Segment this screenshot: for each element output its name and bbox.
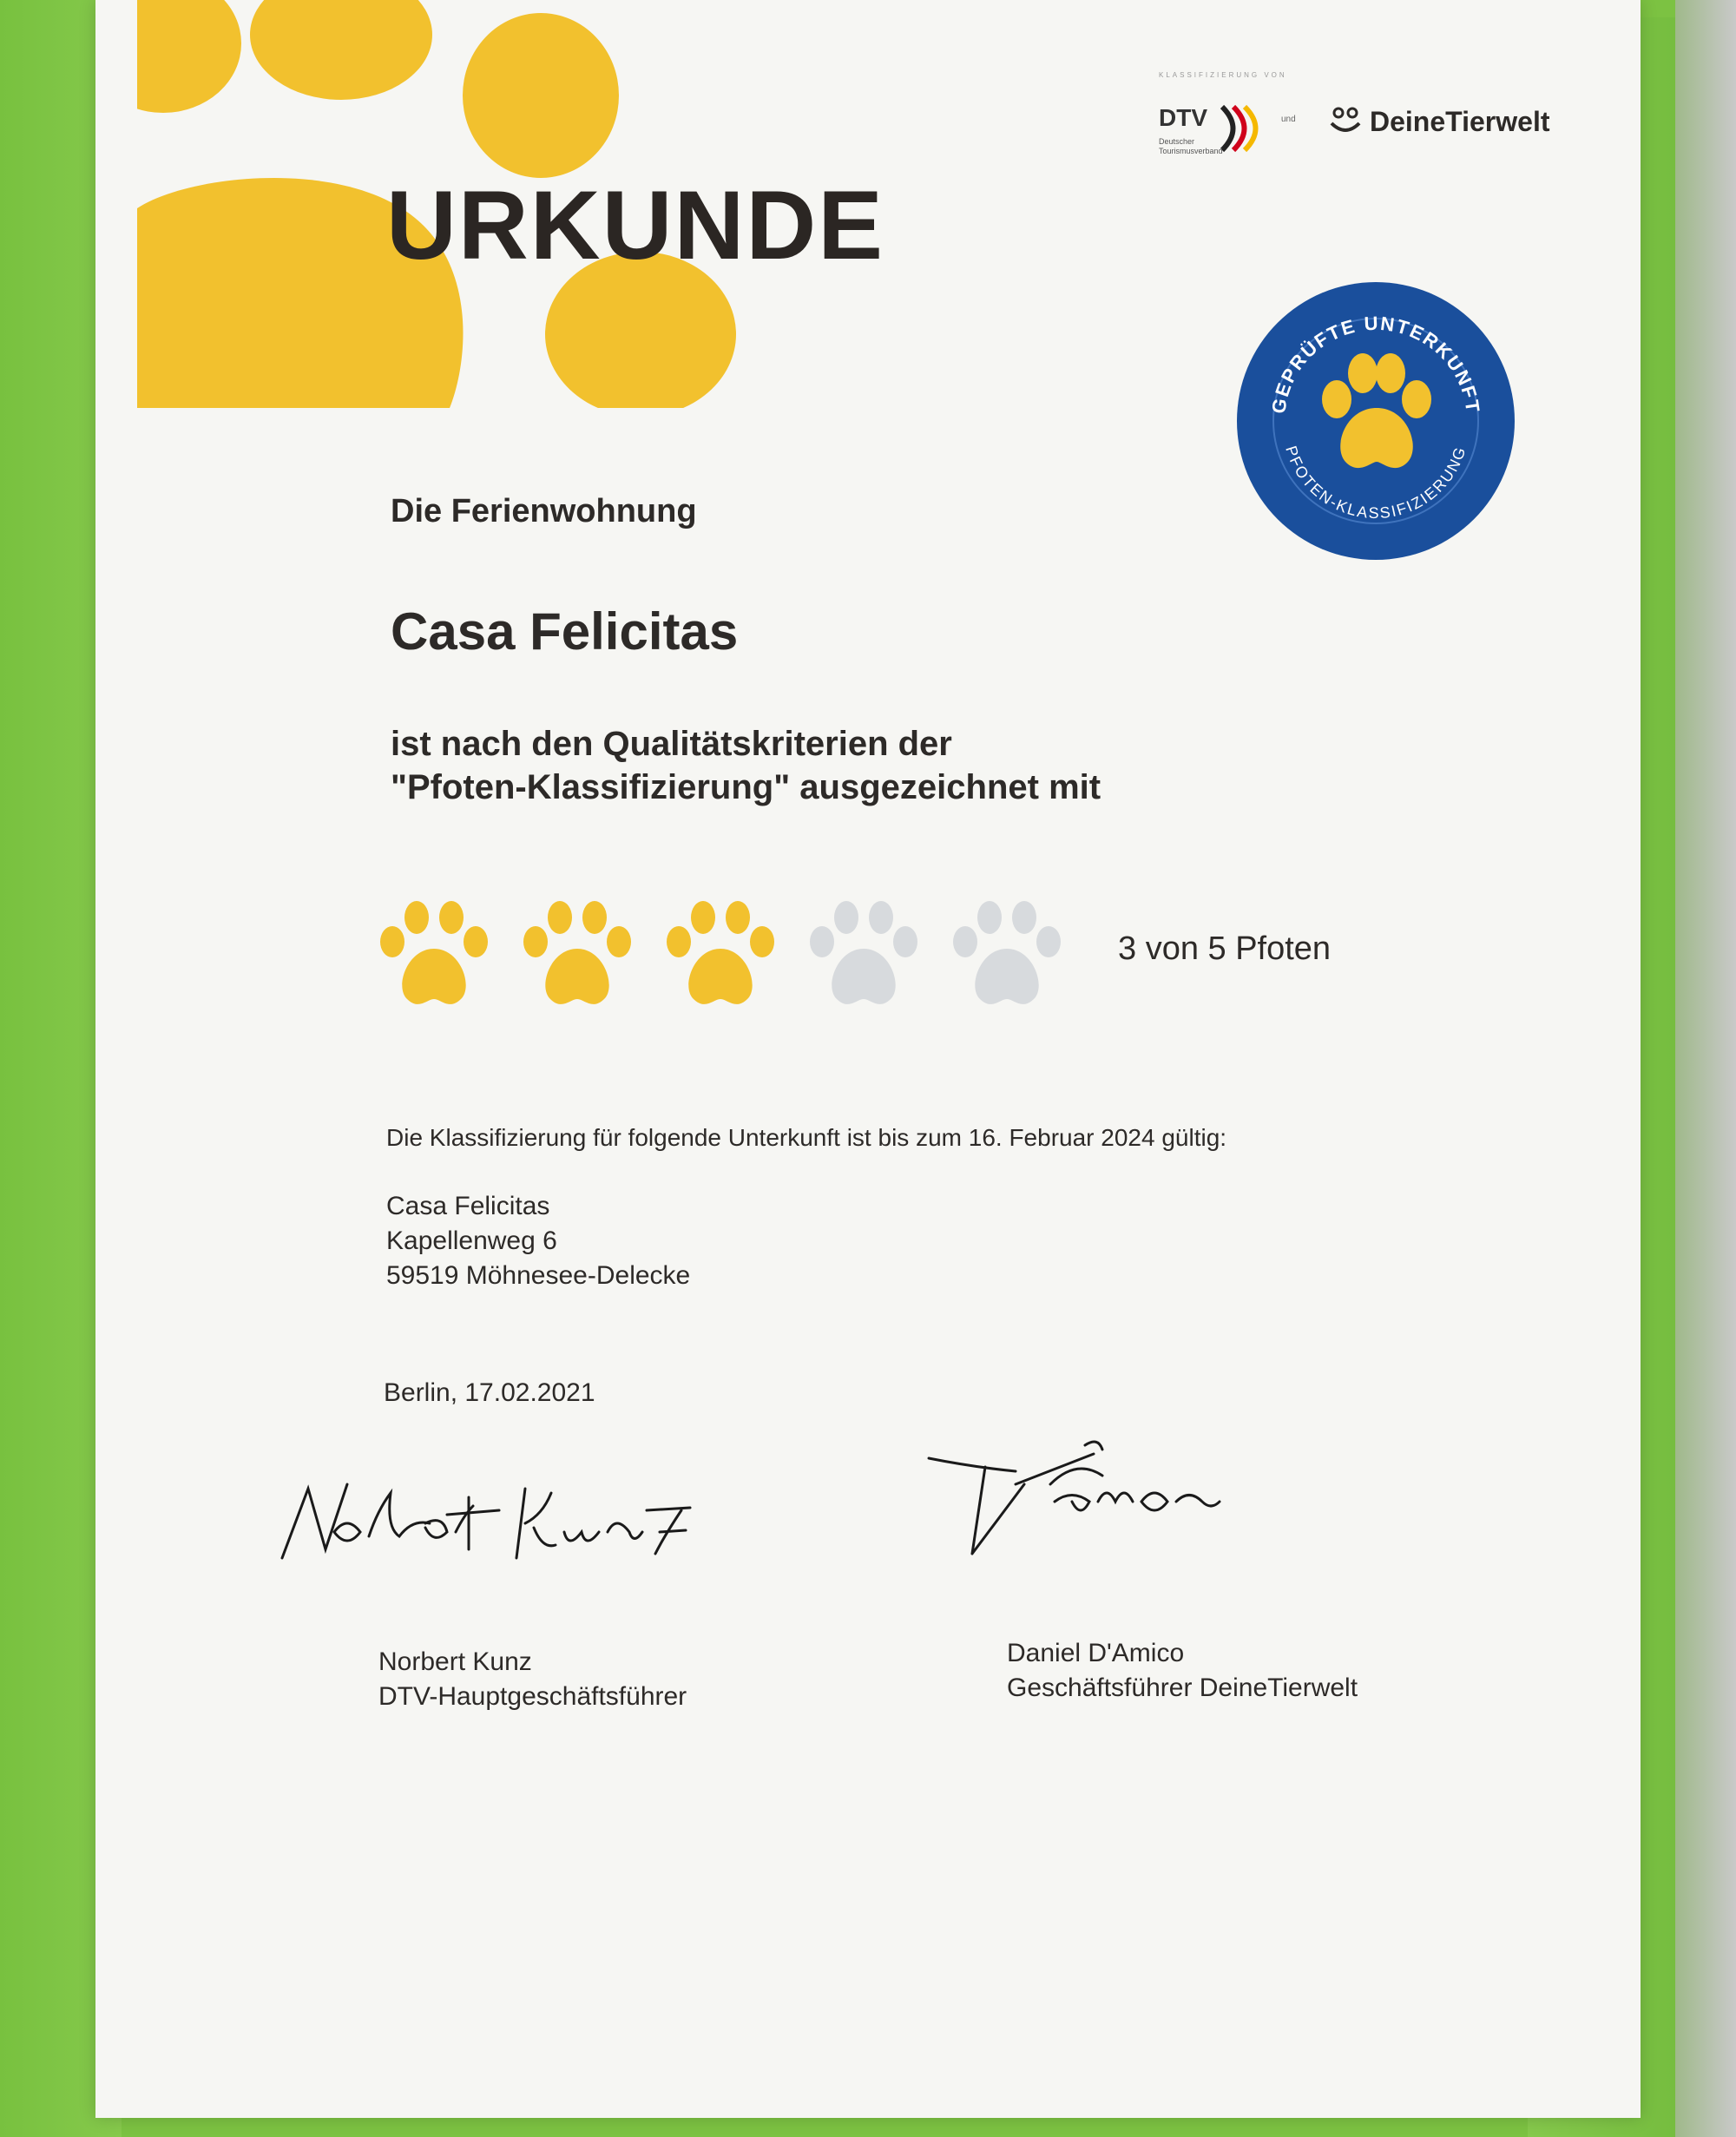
address-name: Casa Felicitas <box>386 1192 550 1220</box>
property-name: Casa Felicitas <box>391 602 739 661</box>
place-and-date: Berlin, 17.02.2021 <box>384 1378 595 1407</box>
page-title: URKUNDE <box>386 171 884 279</box>
dtv-stripes-icon <box>1218 102 1270 155</box>
address-block <box>386 1189 690 1293</box>
paw-icon-empty <box>803 898 924 1011</box>
paw-icon-filled <box>516 898 638 1011</box>
address-street: Kapellenweg 6 <box>386 1226 557 1255</box>
signer-right <box>1007 1636 1358 1706</box>
criteria-line-1: ist nach den Qualitätskriterien der <box>391 725 952 763</box>
dtv-subtitle: Deutscher Tourismusverband <box>1159 137 1223 155</box>
certificate-sheet <box>95 0 1641 2118</box>
criteria-line-2: "Pfoten-Klassifizierung" ausgezeichnet mit <box>391 768 1101 806</box>
paw-icon-empty <box>946 898 1068 1011</box>
rating-label: 3 von 5 Pfoten <box>1118 930 1332 967</box>
background-edge <box>1675 0 1736 2137</box>
deinetierwelt-logo-icon <box>1326 102 1364 137</box>
dtv-logo: DTV <box>1159 104 1207 131</box>
paw-icon-filled <box>660 898 781 1011</box>
seal-top-text: GEPRÜFTE UNTERKUNFT <box>1267 312 1484 416</box>
signer-left <box>378 1645 687 1714</box>
signer-left-name: Norbert Kunz <box>378 1647 532 1676</box>
paw-icon-filled <box>373 898 495 1011</box>
logo-caption: KLASSIFIZIERUNG VON <box>1159 71 1287 79</box>
signer-left-role: DTV-Hauptgeschäftsführer <box>378 1682 687 1711</box>
signer-right-role: Geschäftsführer DeineTierwelt <box>1007 1673 1358 1702</box>
criteria-statement <box>391 722 1101 809</box>
signature-daniel-damico <box>920 1432 1337 1562</box>
signature-norbert-kunz <box>273 1463 707 1575</box>
seal-bottom-text: PFOTEN-KLASSIFIZIERUNG <box>1282 444 1470 523</box>
logo-conjunction: und <box>1281 115 1296 124</box>
deinetierwelt-logo: DeineTierwelt <box>1370 106 1550 137</box>
accommodation-type: Die Ferienwohnung <box>391 493 697 529</box>
address-city: 59519 Möhnesee-Delecke <box>386 1261 691 1290</box>
validity-statement: Die Klassifizierung für folgende Unterkunft ist bis zum 16. Februar 2024 gültig: <box>386 1124 1227 1151</box>
signer-right-name: Daniel D'Amico <box>1007 1639 1185 1667</box>
quality-seal <box>1233 278 1519 564</box>
